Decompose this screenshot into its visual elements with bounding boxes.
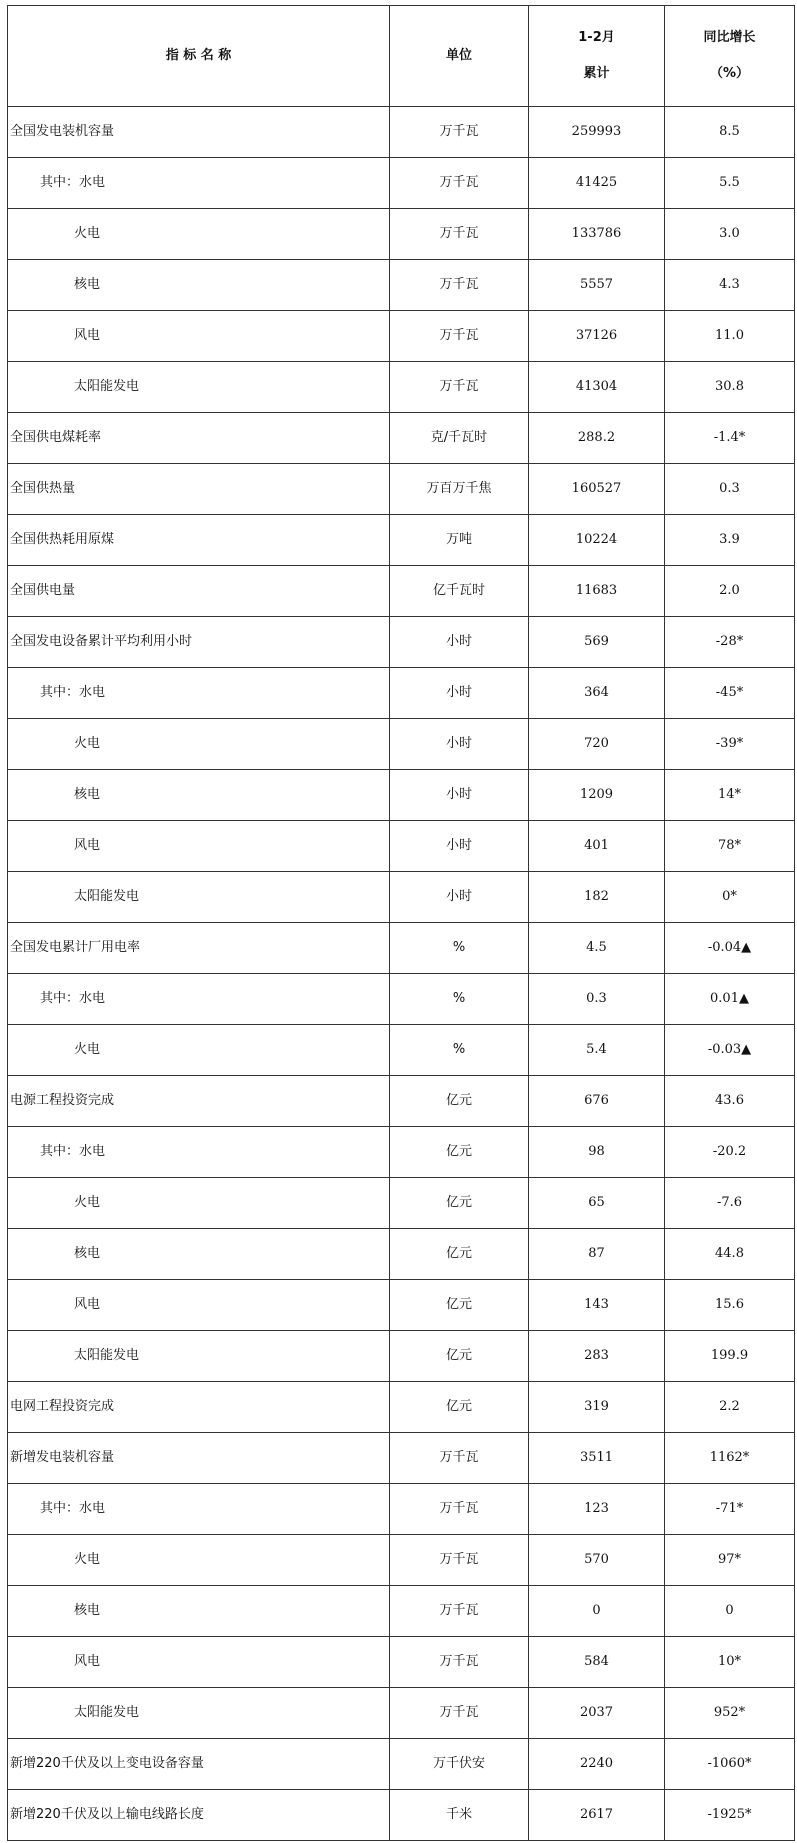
unit-cell: 小时 — [390, 770, 529, 821]
unit-cell: 万千瓦 — [390, 1433, 529, 1484]
unit-cell: 克/千瓦时 — [390, 413, 529, 464]
table-row — [8, 515, 795, 566]
unit-cell: 小时 — [390, 821, 529, 872]
cumulative-value-cell: 5.4 — [529, 1025, 665, 1076]
indicator-name-cell: 全国供电煤耗率 — [8, 413, 390, 464]
table-row — [8, 872, 795, 923]
cumulative-value-cell: 584 — [529, 1637, 665, 1688]
yoy-growth-cell: -1.4* — [665, 413, 795, 464]
cumulative-value-cell: 2240 — [529, 1739, 665, 1790]
cumulative-value-cell: 3511 — [529, 1433, 665, 1484]
indicator-name-cell: 全国供热耗用原煤 — [8, 515, 390, 566]
cumulative-value-cell: 182 — [529, 872, 665, 923]
table-row — [8, 209, 795, 260]
indicator-name-cell: 风电 — [8, 1637, 390, 1688]
indicator-name-cell: 火电 — [8, 1025, 390, 1076]
table-row — [8, 770, 795, 821]
unit-cell: 万千瓦 — [390, 1637, 529, 1688]
indicator-name-cell: 新增发电装机容量 — [8, 1433, 390, 1484]
cumulative-value-cell: 160527 — [529, 464, 665, 515]
statistics-table-wrapper — [7, 5, 795, 1841]
cumulative-value-cell: 0.3 — [529, 974, 665, 1025]
indicator-name-cell: 其中：水电 — [8, 1127, 390, 1178]
cumulative-value-cell: 0 — [529, 1586, 665, 1637]
yoy-growth-cell: 44.8 — [665, 1229, 795, 1280]
cumulative-value-cell: 569 — [529, 617, 665, 668]
table-row — [8, 1484, 795, 1535]
yoy-growth-cell: 8.5 — [665, 107, 795, 158]
header-cumulative — [529, 6, 665, 107]
indicator-name-cell: 太阳能发电 — [8, 872, 390, 923]
indicator-name-cell: 新增220千伏及以上输电线路长度 — [8, 1790, 390, 1841]
table-row — [8, 464, 795, 515]
yoy-growth-cell: 2.2 — [665, 1382, 795, 1433]
yoy-growth-cell: -45* — [665, 668, 795, 719]
cumulative-value-cell: 1209 — [529, 770, 665, 821]
unit-cell: 万千瓦 — [390, 209, 529, 260]
unit-cell: 小时 — [390, 719, 529, 770]
table-header-row — [8, 6, 795, 107]
indicator-name-cell: 全国发电设备累计平均利用小时 — [8, 617, 390, 668]
yoy-growth-cell: 4.3 — [665, 260, 795, 311]
table-row — [8, 1331, 795, 1382]
unit-cell: 亿元 — [390, 1127, 529, 1178]
yoy-growth-cell: 199.9 — [665, 1331, 795, 1382]
cumulative-value-cell: 143 — [529, 1280, 665, 1331]
unit-cell: % — [390, 1025, 529, 1076]
yoy-growth-cell: -28* — [665, 617, 795, 668]
unit-cell: 万千瓦 — [390, 1688, 529, 1739]
yoy-growth-cell: 78* — [665, 821, 795, 872]
indicator-name-cell: 太阳能发电 — [8, 362, 390, 413]
header-yoy — [665, 6, 795, 107]
indicator-name-cell: 核电 — [8, 260, 390, 311]
yoy-growth-cell: 14* — [665, 770, 795, 821]
table-row — [8, 1229, 795, 1280]
header-indicator-name: 指 标 名 称 — [8, 6, 390, 107]
unit-cell: 小时 — [390, 668, 529, 719]
indicator-name-cell: 新增220千伏及以上变电设备容量 — [8, 1739, 390, 1790]
yoy-growth-cell: 1162* — [665, 1433, 795, 1484]
cumulative-value-cell: 41304 — [529, 362, 665, 413]
cumulative-value-cell: 2037 — [529, 1688, 665, 1739]
cumulative-value-cell: 98 — [529, 1127, 665, 1178]
cumulative-value-cell: 720 — [529, 719, 665, 770]
table-row — [8, 923, 795, 974]
yoy-growth-cell: -0.03▲ — [665, 1025, 795, 1076]
table-row — [8, 362, 795, 413]
cumulative-value-cell: 401 — [529, 821, 665, 872]
indicator-name-cell: 火电 — [8, 719, 390, 770]
table-row — [8, 1076, 795, 1127]
unit-cell: 万千瓦 — [390, 1535, 529, 1586]
table-row — [8, 1178, 795, 1229]
header-cumulative-label: 累计 — [583, 66, 610, 81]
yoy-growth-cell: -1925* — [665, 1790, 795, 1841]
table-row — [8, 1586, 795, 1637]
unit-cell: 千米 — [390, 1790, 529, 1841]
table-row — [8, 617, 795, 668]
unit-cell: 万吨 — [390, 515, 529, 566]
indicator-name-cell: 风电 — [8, 1280, 390, 1331]
unit-cell: 万千瓦 — [390, 1484, 529, 1535]
indicator-name-cell: 火电 — [8, 209, 390, 260]
indicator-name-cell: 太阳能发电 — [8, 1688, 390, 1739]
unit-cell: 万千瓦 — [390, 158, 529, 209]
unit-cell: 万千瓦 — [390, 362, 529, 413]
unit-cell: 万千伏安 — [390, 1739, 529, 1790]
unit-cell: 亿元 — [390, 1382, 529, 1433]
cumulative-value-cell: 676 — [529, 1076, 665, 1127]
table-row — [8, 1127, 795, 1178]
yoy-growth-cell: 2.0 — [665, 566, 795, 617]
yoy-growth-cell: -71* — [665, 1484, 795, 1535]
yoy-growth-cell: 0.3 — [665, 464, 795, 515]
table-row — [8, 1025, 795, 1076]
table-body — [8, 107, 795, 1841]
yoy-growth-cell: 11.0 — [665, 311, 795, 362]
cumulative-value-cell: 364 — [529, 668, 665, 719]
table-row — [8, 1382, 795, 1433]
table-row — [8, 566, 795, 617]
indicator-name-cell: 其中：水电 — [8, 1484, 390, 1535]
indicator-name-cell: 风电 — [8, 311, 390, 362]
unit-cell: 亿元 — [390, 1331, 529, 1382]
indicator-name-cell: 火电 — [8, 1535, 390, 1586]
cumulative-value-cell: 65 — [529, 1178, 665, 1229]
table-row — [8, 413, 795, 464]
yoy-growth-cell: 0.01▲ — [665, 974, 795, 1025]
yoy-growth-cell: -1060* — [665, 1739, 795, 1790]
indicator-name-cell: 全国发电累计厂用电率 — [8, 923, 390, 974]
cumulative-value-cell: 259993 — [529, 107, 665, 158]
yoy-growth-cell: 0 — [665, 1586, 795, 1637]
yoy-growth-cell: 5.5 — [665, 158, 795, 209]
indicator-name-cell: 太阳能发电 — [8, 1331, 390, 1382]
table-row — [8, 719, 795, 770]
yoy-growth-cell: -0.04▲ — [665, 923, 795, 974]
table-row — [8, 821, 795, 872]
unit-cell: 亿元 — [390, 1229, 529, 1280]
unit-cell: 亿千瓦时 — [390, 566, 529, 617]
table-row — [8, 158, 795, 209]
unit-cell: 万千瓦 — [390, 311, 529, 362]
indicator-name-cell: 电网工程投资完成 — [8, 1382, 390, 1433]
yoy-growth-cell: 3.0 — [665, 209, 795, 260]
yoy-growth-cell: 30.8 — [665, 362, 795, 413]
indicator-name-cell: 其中：水电 — [8, 158, 390, 209]
table-row — [8, 311, 795, 362]
cumulative-value-cell: 41425 — [529, 158, 665, 209]
indicator-name-cell: 全国供电量 — [8, 566, 390, 617]
yoy-growth-cell: 3.9 — [665, 515, 795, 566]
unit-cell: 亿元 — [390, 1076, 529, 1127]
table-row — [8, 1535, 795, 1586]
cumulative-value-cell: 2617 — [529, 1790, 665, 1841]
cumulative-value-cell: 11683 — [529, 566, 665, 617]
table-row — [8, 1433, 795, 1484]
cumulative-value-cell: 319 — [529, 1382, 665, 1433]
header-yoy-label: 同比增长 — [703, 30, 756, 45]
table-row — [8, 974, 795, 1025]
unit-cell: 小时 — [390, 617, 529, 668]
cumulative-value-cell: 123 — [529, 1484, 665, 1535]
cumulative-value-cell: 87 — [529, 1229, 665, 1280]
cumulative-value-cell: 133786 — [529, 209, 665, 260]
yoy-growth-cell: -39* — [665, 719, 795, 770]
indicator-name-cell: 火电 — [8, 1178, 390, 1229]
indicator-name-cell: 其中：水电 — [8, 668, 390, 719]
header-unit: 单位 — [390, 6, 529, 107]
unit-cell: % — [390, 923, 529, 974]
unit-cell: % — [390, 974, 529, 1025]
yoy-growth-cell: -7.6 — [665, 1178, 795, 1229]
cumulative-value-cell: 570 — [529, 1535, 665, 1586]
cumulative-value-cell: 10224 — [529, 515, 665, 566]
indicator-name-cell: 电源工程投资完成 — [8, 1076, 390, 1127]
yoy-growth-cell: 97* — [665, 1535, 795, 1586]
yoy-growth-cell: -20.2 — [665, 1127, 795, 1178]
unit-cell: 小时 — [390, 872, 529, 923]
header-cumulative-period: 1-2月 — [578, 30, 615, 45]
unit-cell: 亿元 — [390, 1280, 529, 1331]
table-row — [8, 260, 795, 311]
header-yoy-unit: （%） — [709, 66, 750, 81]
table-row — [8, 1688, 795, 1739]
unit-cell: 万千瓦 — [390, 1586, 529, 1637]
unit-cell: 亿元 — [390, 1178, 529, 1229]
table-row — [8, 1790, 795, 1841]
cumulative-value-cell: 288.2 — [529, 413, 665, 464]
yoy-growth-cell: 10* — [665, 1637, 795, 1688]
indicator-name-cell: 风电 — [8, 821, 390, 872]
unit-cell: 万千瓦 — [390, 107, 529, 158]
unit-cell: 万千瓦 — [390, 260, 529, 311]
indicator-name-cell: 全国供热量 — [8, 464, 390, 515]
indicator-name-cell: 核电 — [8, 1586, 390, 1637]
table-row — [8, 668, 795, 719]
yoy-growth-cell: 15.6 — [665, 1280, 795, 1331]
cumulative-value-cell: 4.5 — [529, 923, 665, 974]
indicator-name-cell: 核电 — [8, 770, 390, 821]
unit-cell: 万百万千焦 — [390, 464, 529, 515]
table-row — [8, 107, 795, 158]
yoy-growth-cell: 952* — [665, 1688, 795, 1739]
power-statistics-table — [7, 5, 795, 1841]
table-row — [8, 1637, 795, 1688]
cumulative-value-cell: 5557 — [529, 260, 665, 311]
indicator-name-cell: 核电 — [8, 1229, 390, 1280]
yoy-growth-cell: 43.6 — [665, 1076, 795, 1127]
cumulative-value-cell: 37126 — [529, 311, 665, 362]
table-row — [8, 1739, 795, 1790]
table-row — [8, 1280, 795, 1331]
indicator-name-cell: 全国发电装机容量 — [8, 107, 390, 158]
yoy-growth-cell: 0* — [665, 872, 795, 923]
indicator-name-cell: 其中：水电 — [8, 974, 390, 1025]
cumulative-value-cell: 283 — [529, 1331, 665, 1382]
